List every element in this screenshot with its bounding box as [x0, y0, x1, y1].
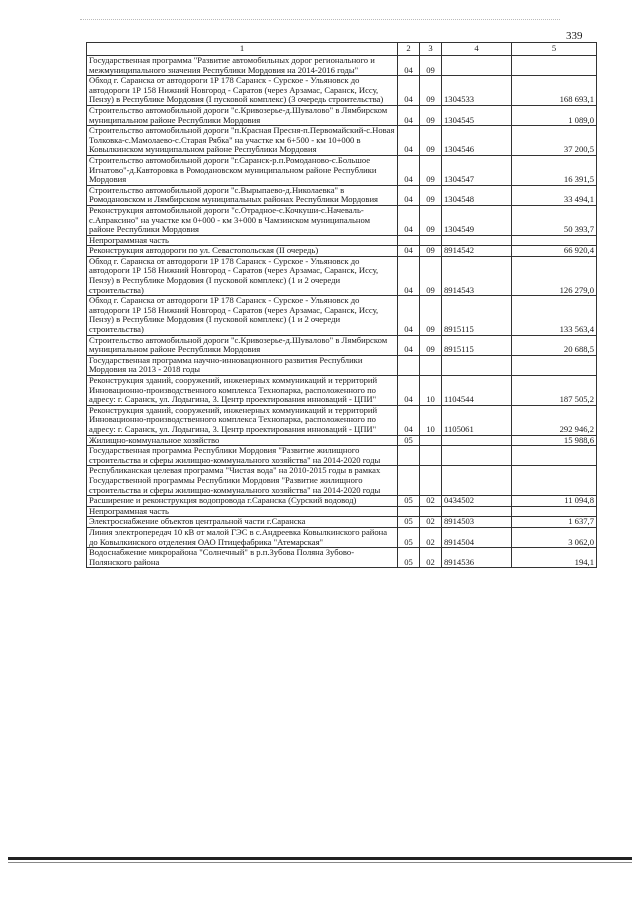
bottom-scan-border-thin — [8, 862, 632, 863]
table-row — [87, 256, 597, 295]
row-name: Государственная программа научно-инновационного развития Республики Мордовия на 2013 - 2018 годы — [87, 355, 398, 375]
row-target-article — [442, 235, 512, 246]
row-subsection — [420, 506, 442, 517]
row-section: 04 — [398, 376, 420, 406]
row-target-article — [442, 56, 512, 76]
header-col-4: 4 — [442, 43, 512, 56]
row-target-article: 8914543 — [442, 256, 512, 295]
row-section: 04 — [398, 76, 420, 106]
row-amount: 20 688,5 — [512, 335, 597, 355]
row-amount — [512, 355, 597, 375]
table-row — [87, 355, 597, 375]
row-section — [398, 355, 420, 375]
row-name: Государственная программа "Развитие автомобильных дорог регионального и межмуниципального значения Республики Мордовия на 2014-2016 годы" — [87, 56, 398, 76]
row-amount: 11 094,8 — [512, 496, 597, 507]
row-target-article: 8915115 — [442, 335, 512, 355]
row-amount: 37 200,5 — [512, 126, 597, 156]
table-row — [87, 405, 597, 435]
row-name: Жилищно-коммунальное хозяйство — [87, 435, 398, 446]
row-target-article: 0434502 — [442, 496, 512, 507]
row-amount: 50 393,7 — [512, 205, 597, 235]
row-section: 04 — [398, 155, 420, 185]
row-section: 04 — [398, 335, 420, 355]
table-row — [87, 496, 597, 507]
row-subsection: 09 — [420, 246, 442, 257]
row-section: 04 — [398, 296, 420, 335]
row-subsection — [420, 435, 442, 446]
table-row — [87, 335, 597, 355]
row-subsection: 09 — [420, 205, 442, 235]
row-target-article: 1304548 — [442, 185, 512, 205]
table-row — [87, 205, 597, 235]
row-amount: 133 563,4 — [512, 296, 597, 335]
row-amount: 187 505,2 — [512, 376, 597, 406]
table-row — [87, 376, 597, 406]
row-subsection — [420, 466, 442, 496]
row-name: Расширение и реконструкция водопровода г.Саранска (Сурский водовод) — [87, 496, 398, 507]
row-target-article: 1304549 — [442, 205, 512, 235]
row-target-article — [442, 355, 512, 375]
table-row — [87, 435, 597, 446]
row-name: Реконструкция зданий, сооружений, инженерных коммуникаций и территорий Инновационно-производственного комплекса Технопарка, расположенного по адресу: г. Саранск, ул. Лодыгина, 3. Центр проектирования инноваций - ЦПИ" — [87, 376, 398, 406]
row-name: Линия электропередач 10 кВ от малой ГЭС в с.Андреевка Ковылкинского района до Ковылкинского отделения ОАО Птицефабрика "Атемарская" — [87, 527, 398, 547]
row-amount — [512, 506, 597, 517]
bottom-scan-border — [8, 857, 632, 860]
row-section — [398, 466, 420, 496]
row-target-article — [442, 435, 512, 446]
table-header-row — [87, 43, 597, 56]
row-section: 05 — [398, 496, 420, 507]
row-section: 04 — [398, 405, 420, 435]
row-section: 04 — [398, 56, 420, 76]
header-col-1: 1 — [87, 43, 398, 56]
row-amount — [512, 56, 597, 76]
row-name: Обход г. Саранска от автодороги 1Р 178 Саранск - Сурское - Ульяновск до автодороги 1Р 158 Нижний Новгород - Саратов (через Арзамас, Саранск, Иссу, Пензу) в Республике Мордовия (I пусковой комплекс) (3 очередь строительства) — [87, 76, 398, 106]
row-amount: 16 391,5 — [512, 155, 597, 185]
header-col-2: 2 — [398, 43, 420, 56]
row-amount: 292 946,2 — [512, 405, 597, 435]
row-amount: 194,1 — [512, 548, 597, 568]
row-section: 04 — [398, 205, 420, 235]
row-subsection — [420, 355, 442, 375]
row-section: 04 — [398, 185, 420, 205]
row-target-article: 1304546 — [442, 126, 512, 156]
row-name: Водоснабжение микрорайона "Солнечный" в р.п.Зубова Поляна Зубово-Полянского района — [87, 548, 398, 568]
row-section: 05 — [398, 435, 420, 446]
row-name: Электроснабжение объектов центральной части г.Саранска — [87, 517, 398, 528]
row-amount: 1 089,0 — [512, 105, 597, 125]
row-amount: 168 693,1 — [512, 76, 597, 106]
row-section: 05 — [398, 548, 420, 568]
row-amount: 66 920,4 — [512, 246, 597, 257]
row-subsection: 10 — [420, 405, 442, 435]
row-subsection: 02 — [420, 527, 442, 547]
row-amount: 33 494,1 — [512, 185, 597, 205]
table-row — [87, 446, 597, 466]
row-target-article: 8915115 — [442, 296, 512, 335]
row-name: Строительство автомобильной дороги "п.Красная Пресня-п.Первомайский-с.Новая Толковка-с.Мамолаево-с.Старая Рябка" на участке км 6+500 - км 10+000 в Ковылкинском муниципальном районе Республики Мордовия — [87, 126, 398, 156]
row-subsection: 02 — [420, 548, 442, 568]
row-amount: 126 279,0 — [512, 256, 597, 295]
row-target-article — [442, 466, 512, 496]
row-section: 05 — [398, 517, 420, 528]
row-subsection: 09 — [420, 126, 442, 156]
row-target-article: 8914536 — [442, 548, 512, 568]
row-target-article: 1304533 — [442, 76, 512, 106]
row-section: 04 — [398, 126, 420, 156]
row-subsection: 02 — [420, 496, 442, 507]
row-name: Строительство автомобильной дороги "с.Кривозерье-д.Шувалово" в Лямбирском муниципальном районе Республики Мордовия — [87, 335, 398, 355]
table-body — [87, 56, 597, 568]
table-row — [87, 527, 597, 547]
row-target-article: 1105061 — [442, 405, 512, 435]
row-amount: 15 988,6 — [512, 435, 597, 446]
row-subsection — [420, 446, 442, 466]
row-name: Строительство автомобильной дороги "г.Саранск-р.п.Ромоданово-с.Большое Игнатово"-д.Кавторовка в Ромодановском муниципальном районе Республики Мордовия — [87, 155, 398, 185]
table-row — [87, 506, 597, 517]
row-target-article: 1304547 — [442, 155, 512, 185]
budget-table — [86, 42, 597, 568]
row-subsection: 02 — [420, 517, 442, 528]
row-subsection — [420, 235, 442, 246]
row-section — [398, 506, 420, 517]
page-number: 339 — [566, 30, 583, 42]
table-row — [87, 185, 597, 205]
table-row — [87, 155, 597, 185]
row-section: 04 — [398, 256, 420, 295]
row-name: Строительство автомобильной дороги "с.Кривозерье-д.Шувалово" в Лямбирском муниципальном районе Республики Мордовия — [87, 105, 398, 125]
table-row — [87, 76, 597, 106]
row-subsection: 09 — [420, 256, 442, 295]
row-name: Непрограммная часть — [87, 235, 398, 246]
row-target-article: 8914503 — [442, 517, 512, 528]
header-col-3: 3 — [420, 43, 442, 56]
row-subsection: 09 — [420, 185, 442, 205]
row-name: Республиканская целевая программа "Чистая вода" на 2010-2015 годы в рамках Государственной программы Республики Мордовия "Развитие жилищного строительства и сферы жилищно-коммунального хозяйства" на 2014-2020 годы — [87, 466, 398, 496]
row-subsection: 09 — [420, 105, 442, 125]
table-row — [87, 548, 597, 568]
row-target-article: 1104544 — [442, 376, 512, 406]
row-amount: 1 637,7 — [512, 517, 597, 528]
row-section: 05 — [398, 527, 420, 547]
row-amount: 3 062,0 — [512, 527, 597, 547]
row-section — [398, 446, 420, 466]
row-section — [398, 235, 420, 246]
row-target-article — [442, 446, 512, 466]
row-subsection: 09 — [420, 76, 442, 106]
row-amount — [512, 466, 597, 496]
table-row — [87, 126, 597, 156]
table-row — [87, 517, 597, 528]
table-row — [87, 296, 597, 335]
row-name: Государственная программа Республики Мордовия "Развитие жилищного строительства и сферы жилищно-коммунального хозяйства" на 2014-2020 годы — [87, 446, 398, 466]
table-row — [87, 235, 597, 246]
row-name: Обход г. Саранска от автодороги 1Р 178 Саранск - Сурское - Ульяновск до автодороги 1Р 158 Нижний Новгород - Саратов (через Арзамас, Саранск, Иссу, Пензу) в Республике Мордовия (I пусковой комплекс) (1 и 2 очереди строительства) — [87, 256, 398, 295]
header-col-5: 5 — [512, 43, 597, 56]
row-amount — [512, 446, 597, 466]
row-section: 04 — [398, 105, 420, 125]
row-name: Непрограммная часть — [87, 506, 398, 517]
row-name: Реконструкция автомобильной дороги "с.Отрадное-с.Кочкуши-с.Начеваль-с.Апраксино" на участке км 0+000 - км 3+000 в Чамзинском муниципальном районе Республики Мордовия — [87, 205, 398, 235]
row-subsection: 09 — [420, 155, 442, 185]
table-row — [87, 105, 597, 125]
row-name: Реконструкция зданий, сооружений, инженерных коммуникаций и территорий Инновационно-производственного комплекса Технопарка, расположенного по адресу: г. Саранск, ул. Лодыгина, 3. Центр проектирования инноваций - ЦПИ" — [87, 405, 398, 435]
row-subsection: 10 — [420, 376, 442, 406]
row-target-article: 8914542 — [442, 246, 512, 257]
row-name: Строительство автомобильной дороги "с.Вырыпаево-д.Николаевка" в Ромодановском и Лямбирском муниципальных районах Республики Мордовия — [87, 185, 398, 205]
row-amount — [512, 235, 597, 246]
row-subsection: 09 — [420, 335, 442, 355]
row-name: Обход г. Саранска от автодороги 1Р 178 Саранск - Сурское - Ульяновск до автодороги 1Р 158 Нижний Новгород - Саратов (через Арзамас, Саранск, Иссу, Пензу) в Республике Мордовия (I пусковой комплекс) (1 и 2 очереди строительства) — [87, 296, 398, 335]
row-target-article — [442, 506, 512, 517]
table-row — [87, 246, 597, 257]
row-target-article: 8914504 — [442, 527, 512, 547]
top-scan-line — [80, 19, 560, 20]
table-row — [87, 466, 597, 496]
table-row — [87, 56, 597, 76]
row-name: Реконструкция автодороги по ул. Севастопольская (II очередь) — [87, 246, 398, 257]
row-section: 04 — [398, 246, 420, 257]
row-subsection: 09 — [420, 56, 442, 76]
row-target-article: 1304545 — [442, 105, 512, 125]
row-subsection: 09 — [420, 296, 442, 335]
